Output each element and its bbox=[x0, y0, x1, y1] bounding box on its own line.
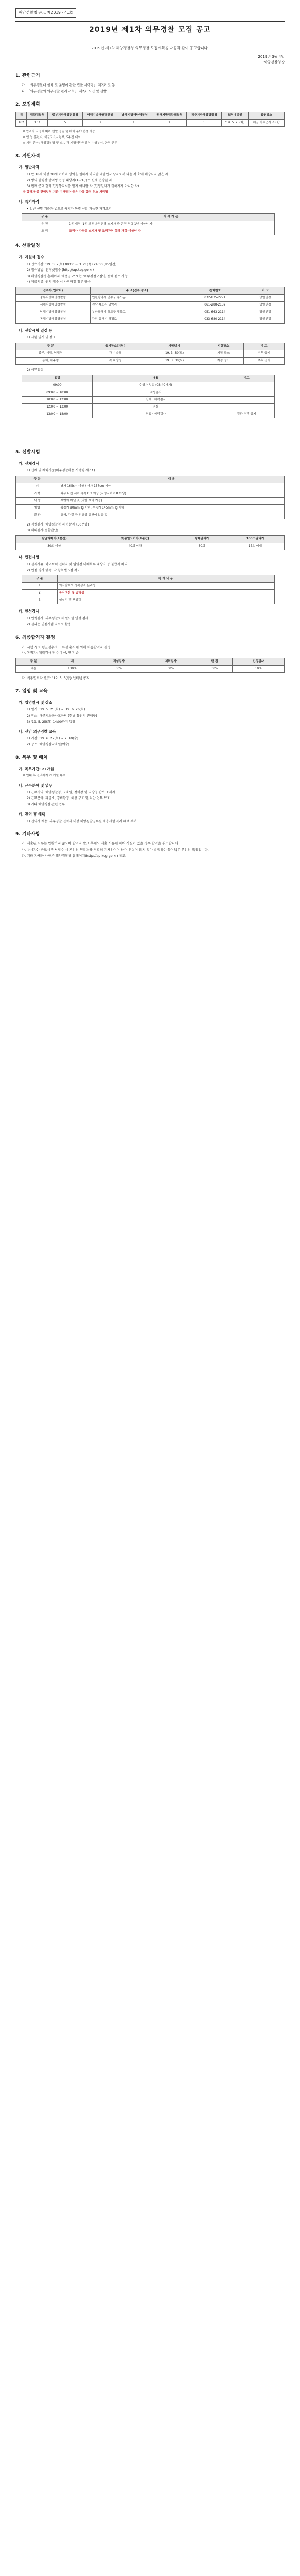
table-cell: 배점 bbox=[16, 666, 51, 673]
special-intro: • 일반 선발 기준과 별도로 특기자 특별 선발 가능한 자격요건 bbox=[27, 207, 112, 211]
test-item: 2) 적성검사: 해양경찰청 지정 문제 (50문항) bbox=[27, 522, 89, 527]
table-header: 제주지방해양경찰청 bbox=[187, 112, 222, 119]
table-header: 계 bbox=[16, 112, 27, 119]
physical-standard-table bbox=[15, 476, 285, 519]
table-cell: 10% bbox=[233, 666, 285, 673]
section-title-legal-basis: 1. 관련근거 bbox=[15, 73, 40, 79]
table-header: 구 분 bbox=[22, 575, 58, 583]
table-cell: 부산광역시 영도구 해양로 bbox=[90, 309, 184, 316]
schedule-item: 4) 제출서류: 원서 접수 시 사진파일 첨부 필수 bbox=[27, 280, 91, 284]
table-cell: 동해, 제주청 bbox=[16, 357, 85, 364]
table-cell: 결과 추후 공지 bbox=[219, 411, 274, 418]
score-ratio-table bbox=[15, 658, 285, 673]
table-cell: 확장기 90mmHg 이하, 수축기 145mmHg 이하 bbox=[59, 504, 284, 512]
enlistment-item: 2) 장소: 해군기초군사교육단 (경남 창원시 진해구) bbox=[27, 714, 97, 718]
table-cell: 032-835-2271 bbox=[184, 294, 246, 301]
recruit-plan-table bbox=[15, 112, 285, 127]
table-header: 응시장소(지역) bbox=[85, 343, 145, 350]
table-row bbox=[22, 382, 275, 389]
table-header: 서해지방해양경찰청 bbox=[82, 112, 117, 119]
table-cell: 인천광역시 연수구 송도동 bbox=[90, 294, 184, 301]
table-cell: 키 bbox=[16, 483, 59, 490]
table-cell: 09:00 ~ 10:00 bbox=[22, 389, 93, 397]
table-cell: 서해지방해양경찰청 bbox=[16, 301, 91, 309]
table-row bbox=[16, 512, 285, 519]
section-title-final-decision: 6. 최종합격자 결정 bbox=[15, 635, 55, 640]
sub-title: 나. 근무분야 및 업무 bbox=[19, 783, 52, 788]
table-cell: 지정 장소 bbox=[203, 357, 244, 364]
table-header: 구 분 bbox=[22, 214, 67, 221]
table-cell: 중부, 서해, 남해청 bbox=[16, 350, 85, 357]
page-title: 2019년 제1차 의무경찰 모집 공고 bbox=[15, 21, 285, 41]
table-header: 왕복달리기 bbox=[178, 535, 226, 543]
table-header: 접수처(연락처) bbox=[16, 287, 91, 294]
table-cell: 색 맹 bbox=[16, 497, 59, 504]
table-cell: 남자 165cm 이상 / 여자 157cm 이상 bbox=[59, 483, 284, 490]
table-row bbox=[22, 228, 275, 235]
table-cell: 12:00 ~ 13:00 bbox=[22, 404, 93, 411]
table-cell: 중부지방해양경찰청 bbox=[16, 294, 91, 301]
issuing-org: 해양경찰청장 bbox=[263, 60, 285, 65]
table-cell: 색맹이 아닐 것 (약한 색약 가능) bbox=[59, 497, 284, 504]
interview-item: 2) 면접 평가 항목: 각 항목별 5점 척도 bbox=[27, 568, 80, 572]
table-row bbox=[16, 666, 285, 673]
table-cell: 수험자 입실 (08:40까지) bbox=[93, 382, 219, 389]
table-cell: 당일인정 bbox=[246, 294, 284, 301]
table-cell: 30% bbox=[197, 666, 232, 673]
intro-text: 2019년 제1차 해양경찰청 의무경찰 모집계획을 다음과 같이 공고합니다. bbox=[91, 46, 209, 51]
table-cell: 좌우 나안 시력 각각 0.2 이상 (교정시력 0.8 이상) bbox=[59, 490, 284, 497]
table-row bbox=[22, 590, 275, 597]
table-row bbox=[16, 294, 285, 301]
table-cell: 시력 bbox=[16, 490, 59, 497]
service-item: 2) 근무분야: 파출소, 경비함정, 해상 구조 및 치안 업무 보조 bbox=[27, 796, 110, 801]
table-cell: 1 bbox=[187, 119, 222, 126]
table-cell: 면접 · 심리검사 bbox=[93, 411, 219, 418]
table-row bbox=[16, 357, 285, 364]
table-header: 전화번호 bbox=[184, 287, 246, 294]
table-header: 윗몸일으키기(1분간) bbox=[93, 535, 178, 543]
section-title-eligibility: 3. 지원자격 bbox=[15, 153, 40, 159]
table-cell: 동해지방해양경찰청 bbox=[16, 316, 91, 323]
table-cell: 162 bbox=[16, 119, 27, 126]
table-row bbox=[22, 583, 275, 590]
schedule-item: 2) 접수방법: 인터넷접수 (http://ap.kcg.go.kr) bbox=[27, 268, 94, 273]
table-header: 주 소(접수 장소) bbox=[90, 287, 184, 294]
table-cell: 033-680-2114 bbox=[184, 316, 246, 323]
benefit-item: 1) 전역자 채용: 의무경찰 전역자 대상 해양경찰공무원 채용시험 특례 혜택 부여 bbox=[27, 819, 137, 823]
table-header: 체력검사 bbox=[145, 658, 197, 666]
table-header: 비 고 bbox=[243, 343, 284, 350]
table-cell: 1 bbox=[22, 583, 58, 590]
table-cell: 1종 대형, 1종 보통 운전면허 소지자 중 운전 경력 1년 이상인 자 bbox=[67, 221, 274, 228]
table-row bbox=[22, 389, 275, 397]
table-cell: 운 전 bbox=[22, 221, 67, 228]
table-cell: 137 bbox=[27, 119, 48, 126]
sub-title: 나. 특기자격 bbox=[19, 199, 39, 204]
table-cell: 조 리 bbox=[22, 228, 67, 235]
training-item: 2) 장소: 해양경찰교육원(여수) bbox=[27, 742, 69, 747]
exam-line: 1) 시험 일시 및 장소 bbox=[27, 336, 56, 340]
table-cell: 당일인정 bbox=[246, 301, 284, 309]
note: ※ 지원 분야: 해양경찰청 및 소속 각 지방해양경찰청 수행부서, 함정 근무 bbox=[23, 141, 117, 145]
section-title-misc: 9. 기타사항 bbox=[15, 832, 40, 837]
note: ※ 합격자 사정에 따라 선발 정원 및 배치 분야 변경 가능 bbox=[23, 130, 95, 133]
table-header: 계 bbox=[51, 658, 93, 666]
table-row bbox=[22, 404, 275, 411]
schedule-item: 1) 접수기간: '19. 3. 7(목) 09:00 ~ 3. 21(목) 24:00 (15일간) bbox=[27, 262, 117, 266]
table-header: 남해지방해양경찰청 bbox=[117, 112, 152, 119]
exam-line: 2) 세부일정 bbox=[27, 368, 44, 372]
service-note: ※ 입대 후 전역까지 21개월 복무 bbox=[23, 774, 66, 777]
table-header: 비고 bbox=[219, 375, 274, 382]
table-cell: 점심 bbox=[93, 404, 219, 411]
table-header: 내 용 bbox=[59, 476, 284, 483]
table-cell: 각 지방청 bbox=[85, 350, 145, 357]
table-header: 해양경찰청 bbox=[27, 112, 48, 119]
eligibility-item: 3) 현재 군대 현역 입영통지서를 받지 아니한 자 (입영일자가 정해지지 아니한 자) bbox=[27, 184, 139, 189]
table-cell: 13:00 ~ 18:00 bbox=[22, 411, 93, 418]
enlistment-item: 1) 일시: '19. 5. 25(화) ~ '19. 6. 26(화) bbox=[27, 708, 85, 712]
fitness-table bbox=[15, 535, 285, 550]
note: ※ 입 영 훈련지, 해군교육사령부, 5주간 내외 bbox=[23, 135, 81, 139]
sub-title: 나. 선발시험 일정 등 bbox=[19, 328, 52, 333]
table-row bbox=[16, 497, 285, 504]
test-item: 1) 신체 및 체력기준(의무경찰채용 시행령 제7조) bbox=[27, 469, 95, 473]
notice-number-tag: 해양경찰청 공고 제2019 - 41호 bbox=[15, 8, 76, 18]
enlistment-item: 3) '19. 5. 25(화) 14:00까지 입영 bbox=[27, 720, 76, 724]
legal-item: 가. 「의무경찰대 설치 및 운영에 관한 법률 시행령」 제2조 및 동 bbox=[22, 83, 115, 88]
eligibility-item: 2) 병역 법령상 현역병 입영 대상자(1~3급)로 신체 건강한 자 bbox=[27, 178, 112, 182]
eligibility-note: ※ 합격자 중 현역입영 기준 미해당자 등은 자동 합격 취소 처리됨 bbox=[23, 190, 108, 194]
misc-item: 다. 기타 자세한 사항은 해양경찰청 홈페이지(http://ap.kcg.go.kr) 참조 bbox=[22, 854, 126, 858]
table-cell: 당일인정 bbox=[246, 316, 284, 323]
table-header: 인성검사 bbox=[233, 658, 285, 666]
table-cell: 봉사정신 및 공익성 bbox=[57, 590, 274, 597]
table-header: 입영예정일 bbox=[221, 112, 248, 119]
sub-title: 가. 입영일시 및 장소 bbox=[19, 700, 52, 705]
training-item: 1) 기간: '19. 6. 27(목) ~ 7. 10(수) bbox=[27, 737, 79, 741]
table-row bbox=[16, 543, 285, 550]
table-cell bbox=[219, 382, 274, 389]
table-cell: 09:00 bbox=[22, 382, 93, 389]
misc-item: 나. 응시자는 반드시 원서접수 시 본인의 연락처를 정확히 기재하여야 하며 연락이 되지 않아 발생하는 불이익은 본인의 책임입니다. bbox=[22, 848, 209, 852]
result-announcement: 다. 최종합격자 발표: '19. 5. 3(금) 인터넷 공지 bbox=[22, 676, 90, 681]
table-header: 동해지방해양경찰청 bbox=[152, 112, 187, 119]
sub-title: 다. 인성검사 bbox=[19, 609, 39, 614]
exam-schedule-table bbox=[15, 343, 285, 365]
table-cell: 5 bbox=[48, 119, 83, 126]
table-cell: 15 bbox=[117, 119, 152, 126]
interview-table bbox=[22, 575, 275, 604]
table-cell bbox=[219, 389, 274, 397]
table-cell: 조리사 자격증 소지자 및 조리관련 학과 재학 이상인 자 bbox=[67, 228, 274, 235]
sub-title: 가. 복무기간: 21개월 bbox=[19, 766, 55, 771]
table-header: 팔굽혀펴기(1분간) bbox=[16, 535, 93, 543]
service-item: 3) 기타 해양경찰 관련 업무 bbox=[27, 803, 65, 807]
table-header: 100m달리기 bbox=[226, 535, 284, 543]
table-header: 내용 bbox=[93, 375, 219, 382]
interview-item: 1) 결격사유: 학교폭력 전력자 및 입영전 대체복무 대상자 등 불합격 처리 bbox=[27, 563, 128, 567]
table-row bbox=[16, 119, 285, 126]
table-row bbox=[22, 397, 275, 404]
decision-item: 가. 시험 성적 평균점수의 고득점 순서에 의해 최종합격자 결정 bbox=[22, 645, 111, 649]
legal-item: 나. 「의무경찰의 의무경찰 관리 규칙」 제2조 모집 및 선발 bbox=[22, 89, 107, 94]
table-cell: 40회 이상 bbox=[93, 543, 178, 550]
notice-date: 2019년 3월 4일 bbox=[258, 55, 285, 59]
table-row bbox=[16, 301, 285, 309]
sub-title: 가. 신체검사 bbox=[19, 461, 39, 466]
table-row bbox=[16, 504, 285, 512]
table-cell: '19. 5. 25(화) bbox=[221, 119, 248, 126]
section-title-recruit-plan: 2. 모집계획 bbox=[15, 101, 40, 107]
sub-title: 나. 신임 의무경찰 교육 bbox=[19, 729, 56, 734]
table-cell: 의사발표의 정확성과 논리성 bbox=[57, 583, 274, 590]
sub-title: 다. 전역 후 혜택 bbox=[19, 811, 45, 817]
table-cell: 3 bbox=[22, 597, 58, 604]
table-header: 시험장소 bbox=[203, 343, 244, 350]
table-cell: 30회 bbox=[178, 543, 226, 550]
section-title-selection-test: 5. 선발시험 bbox=[15, 450, 40, 455]
table-cell: 남해지방해양경찰청 bbox=[16, 309, 91, 316]
table-cell: 추후 공지 bbox=[243, 350, 284, 357]
section-title-schedule: 4. 선발일정 bbox=[15, 243, 40, 249]
table-cell: 30회 이상 bbox=[16, 543, 93, 550]
table-cell bbox=[219, 404, 274, 411]
table-row bbox=[16, 316, 285, 323]
table-header: 적성검사 bbox=[93, 658, 145, 666]
section-title-service: 8. 복무 및 배치 bbox=[15, 755, 48, 760]
misc-item: 가. 제출된 서류는 반환하지 않으며 합격자 발표 후에도 제출 서류에 허위 사실이 있을 경우 합격을 취소합니다. bbox=[22, 841, 180, 846]
table-cell: 1 bbox=[152, 119, 187, 126]
sub-title: 가. 지원서 접수 bbox=[19, 255, 44, 260]
table-cell: 30% bbox=[145, 666, 197, 673]
table-row bbox=[16, 483, 285, 490]
table-cell: 신체 · 체력검사 bbox=[93, 397, 219, 404]
table-cell: 30% bbox=[93, 666, 145, 673]
table-cell: 당일인정 bbox=[246, 309, 284, 316]
table-cell: 전남 목포시 남악리 bbox=[90, 301, 184, 309]
table-header: 구 분 bbox=[16, 658, 51, 666]
table-cell: 051-663-2114 bbox=[184, 309, 246, 316]
table-header: 구 분 bbox=[16, 343, 85, 350]
daily-schedule-table bbox=[22, 375, 275, 418]
table-cell: 지정 장소 bbox=[203, 350, 244, 357]
table-row bbox=[22, 221, 275, 228]
table-cell: 적성검사 bbox=[93, 389, 219, 397]
table-header: 비 고 bbox=[246, 287, 284, 294]
eligibility-item: 1) 만 18세 이상 28세 이하의 병역을 필하지 아니한 대한민국 남자로서 다음 각 호에 해당되지 않은 자. bbox=[27, 172, 169, 176]
table-cell: '19. 3. 30(토) bbox=[145, 357, 203, 364]
table-header: 일정 bbox=[22, 375, 93, 382]
personality-item: 1) 인성검사: 의무경찰로서 필요한 인성 검사 bbox=[27, 617, 89, 621]
table-row bbox=[22, 597, 275, 604]
table-cell: 혈압 bbox=[16, 504, 59, 512]
table-row bbox=[16, 490, 285, 497]
notice-page bbox=[0, 0, 300, 870]
table-row bbox=[16, 309, 285, 316]
table-header: 평 가 내 용 bbox=[57, 575, 274, 583]
table-header: 중부지방해양경찰청 bbox=[48, 112, 83, 119]
table-cell: 각 지방청 bbox=[85, 357, 145, 364]
table-header: 자 격 기 준 bbox=[67, 214, 274, 221]
table-header: 면 접 bbox=[197, 658, 232, 666]
table-header: 입영장소 bbox=[249, 112, 285, 119]
table-cell: 질 환 bbox=[16, 512, 59, 519]
table-cell: 추후 공지 bbox=[243, 357, 284, 364]
table-cell: 강원 동해시 하평로 bbox=[90, 316, 184, 323]
table-cell: 10:00 ~ 12:00 bbox=[22, 397, 93, 404]
sub-title: 가. 일반자격 bbox=[19, 164, 39, 170]
test-item: 3) 체력검사(종합판단) bbox=[27, 529, 58, 533]
table-cell: 3 bbox=[82, 119, 117, 126]
table-cell: 100% bbox=[51, 666, 93, 673]
table-row bbox=[22, 411, 275, 418]
personality-item: 2) 결과는 면접시험 자료로 활용 bbox=[27, 622, 71, 626]
table-cell: 성실성 및 책임감 bbox=[57, 597, 274, 604]
recruit-office-table bbox=[15, 287, 285, 324]
table-header: 구 분 bbox=[16, 476, 59, 483]
table-cell bbox=[219, 397, 274, 404]
table-cell: 17초 이내 bbox=[226, 543, 284, 550]
table-cell: 해군 기초군사교육단 bbox=[249, 119, 285, 126]
table-row bbox=[16, 350, 285, 357]
sub-title: 나. 면접시험 bbox=[19, 554, 39, 560]
table-cell: 결핵, 간질 등 전염성 질환이 없을 것 bbox=[59, 512, 284, 519]
section-title-enlistment: 7. 입영 및 교육 bbox=[15, 689, 48, 694]
special-qualification-table bbox=[22, 213, 275, 235]
service-item: 1) 근무지역: 해양경찰청, 교육원, 정비창 및 지방청 관서 소재지 bbox=[27, 790, 115, 794]
table-header: 시험일시 bbox=[145, 343, 203, 350]
decision-item: 나. 동점자: 체력검사 점수 우선, 연령 순 bbox=[22, 651, 79, 655]
table-cell: 2 bbox=[22, 590, 58, 597]
schedule-item: 3) 해양경찰청 홈페이지 '채용공고' 또는 '의무경찰모집'을 통해 접수 가능 bbox=[27, 274, 128, 278]
table-cell: 061-288-2132 bbox=[184, 301, 246, 309]
table-cell: '19. 3. 30(토) bbox=[145, 350, 203, 357]
